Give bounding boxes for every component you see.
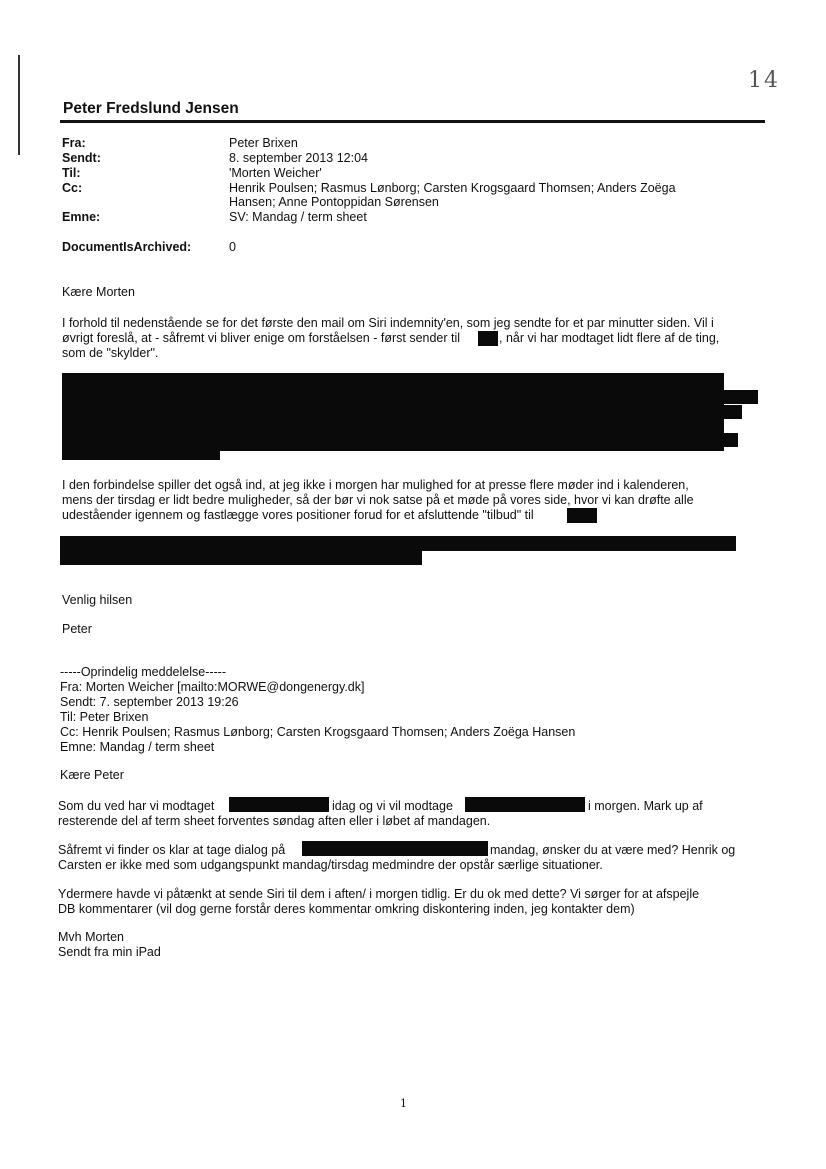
redaction-block [60, 536, 736, 551]
para1-line1: I forhold til nedenstående se for det første den mail om Siri indemnity'en, som jeg sendte for et par minutter siden. Vil i [62, 316, 714, 330]
redaction-block [567, 508, 597, 523]
redaction-block [302, 841, 488, 856]
para1-line2a: øvrigt foreslå, at - såfremt vi bliver enige om forståelsen - først sender til [62, 331, 461, 345]
para2-line2: mens der tirsdag er lidt bedre muligheder, så der bør vi nok satse på et møde på vores side, hvor vi kan drøfte alle [62, 493, 694, 507]
signature: Peter [62, 622, 92, 636]
para1-line3: som de "skylder". [62, 346, 159, 360]
redaction-block [720, 405, 742, 419]
original-p3-l1: Ydermere havde vi påtænkt at sende Siri til dem i aften/ i morgen tidlig. Er du ok med dette? Vi sørger for at afspejle [58, 887, 700, 901]
redaction-block [720, 433, 738, 447]
subject-label: Emne: [62, 210, 101, 224]
to-label: Til: [62, 166, 81, 180]
original-p2-l2: Carsten er ikke med som udgangspunkt mandag/tirsdag medmindre der opstår særlige situationer. [58, 858, 603, 872]
from-label: Fra: [62, 136, 86, 150]
archived-value: 0 [229, 240, 236, 254]
redaction-block [62, 373, 724, 451]
original-to: Til: Peter Brixen [60, 710, 149, 724]
redaction-block [720, 390, 758, 404]
subject-value: SV: Mandag / term sheet [229, 210, 367, 224]
redaction-block [229, 797, 329, 812]
body-greeting: Kære Morten [62, 285, 135, 299]
original-p3-l2: DB kommentarer (vil dog gerne forstår deres kommentar omkring diskontering inden, jeg kontakter dem) [58, 902, 635, 916]
page-number: 1 [400, 1097, 407, 1110]
cc-value-line1: Henrik Poulsen; Rasmus Lønborg; Carsten Krogsgaard Thomsen; Anders Zoëga [229, 181, 676, 195]
original-p1-l2: resterende del af term sheet forventes søndag aften eller i løbet af mandagen. [58, 814, 491, 828]
sent-label: Sendt: [62, 151, 101, 165]
original-p2-l1b: mandag, ønsker du at være med? Henrik og [490, 843, 736, 857]
original-sent: Sendt: 7. september 2013 19:26 [60, 695, 239, 709]
original-subject: Emne: Mandag / term sheet [60, 740, 215, 754]
original-from: Fra: Morten Weicher [mailto:MORWE@dongenergy.dk] [60, 680, 365, 694]
closing: Venlig hilsen [62, 593, 133, 607]
original-p2-l1a: Såfremt vi finder os klar at tage dialog på [58, 843, 286, 857]
para1-line2b: , når vi har modtaget lidt flere af de ting, [499, 331, 720, 345]
redaction-block [60, 551, 422, 565]
para2-line3: udeståender igennem og fastlægge vores positioner forud for et afsluttende "tilbud" til [62, 508, 534, 522]
header-divider [60, 120, 765, 123]
sent-value: 8. september 2013 12:04 [229, 151, 368, 165]
from-value: Peter Brixen [229, 136, 298, 150]
para2-line1: I den forbindelse spiller det også ind, at jeg ikke i morgen har mulighed for at presse flere møder ind i kalenderen, [62, 478, 689, 492]
original-p1-l1a: Som du ved har vi modtaget [58, 799, 215, 813]
to-value: 'Morten Weicher' [229, 166, 322, 180]
original-p1-l1c: i morgen. Mark up af [588, 799, 703, 813]
handwritten-page-mark: 14 [748, 68, 780, 93]
original-separator: -----Oprindelig meddelelse----- [60, 665, 227, 679]
original-sign-name: Mvh Morten [58, 930, 124, 944]
cc-label: Cc: [62, 181, 83, 195]
original-cc: Cc: Henrik Poulsen; Rasmus Lønborg; Carsten Krogsgaard Thomsen; Anders Zoëga Hansen [60, 725, 576, 739]
redaction-block [478, 331, 498, 346]
redaction-block [465, 797, 585, 812]
original-greeting: Kære Peter [60, 768, 124, 782]
archived-label: DocumentIsArchived: [62, 240, 192, 254]
cc-value-line2: Hansen; Anne Pontoppidan Sørensen [229, 195, 439, 209]
header-name: Peter Fredslund Jensen [63, 100, 239, 117]
scan-edge-mark [18, 55, 20, 155]
redaction-block [62, 448, 220, 460]
original-sign-device: Sendt fra min iPad [58, 945, 161, 959]
original-p1-l1b: idag og vi vil modtage [332, 799, 453, 813]
